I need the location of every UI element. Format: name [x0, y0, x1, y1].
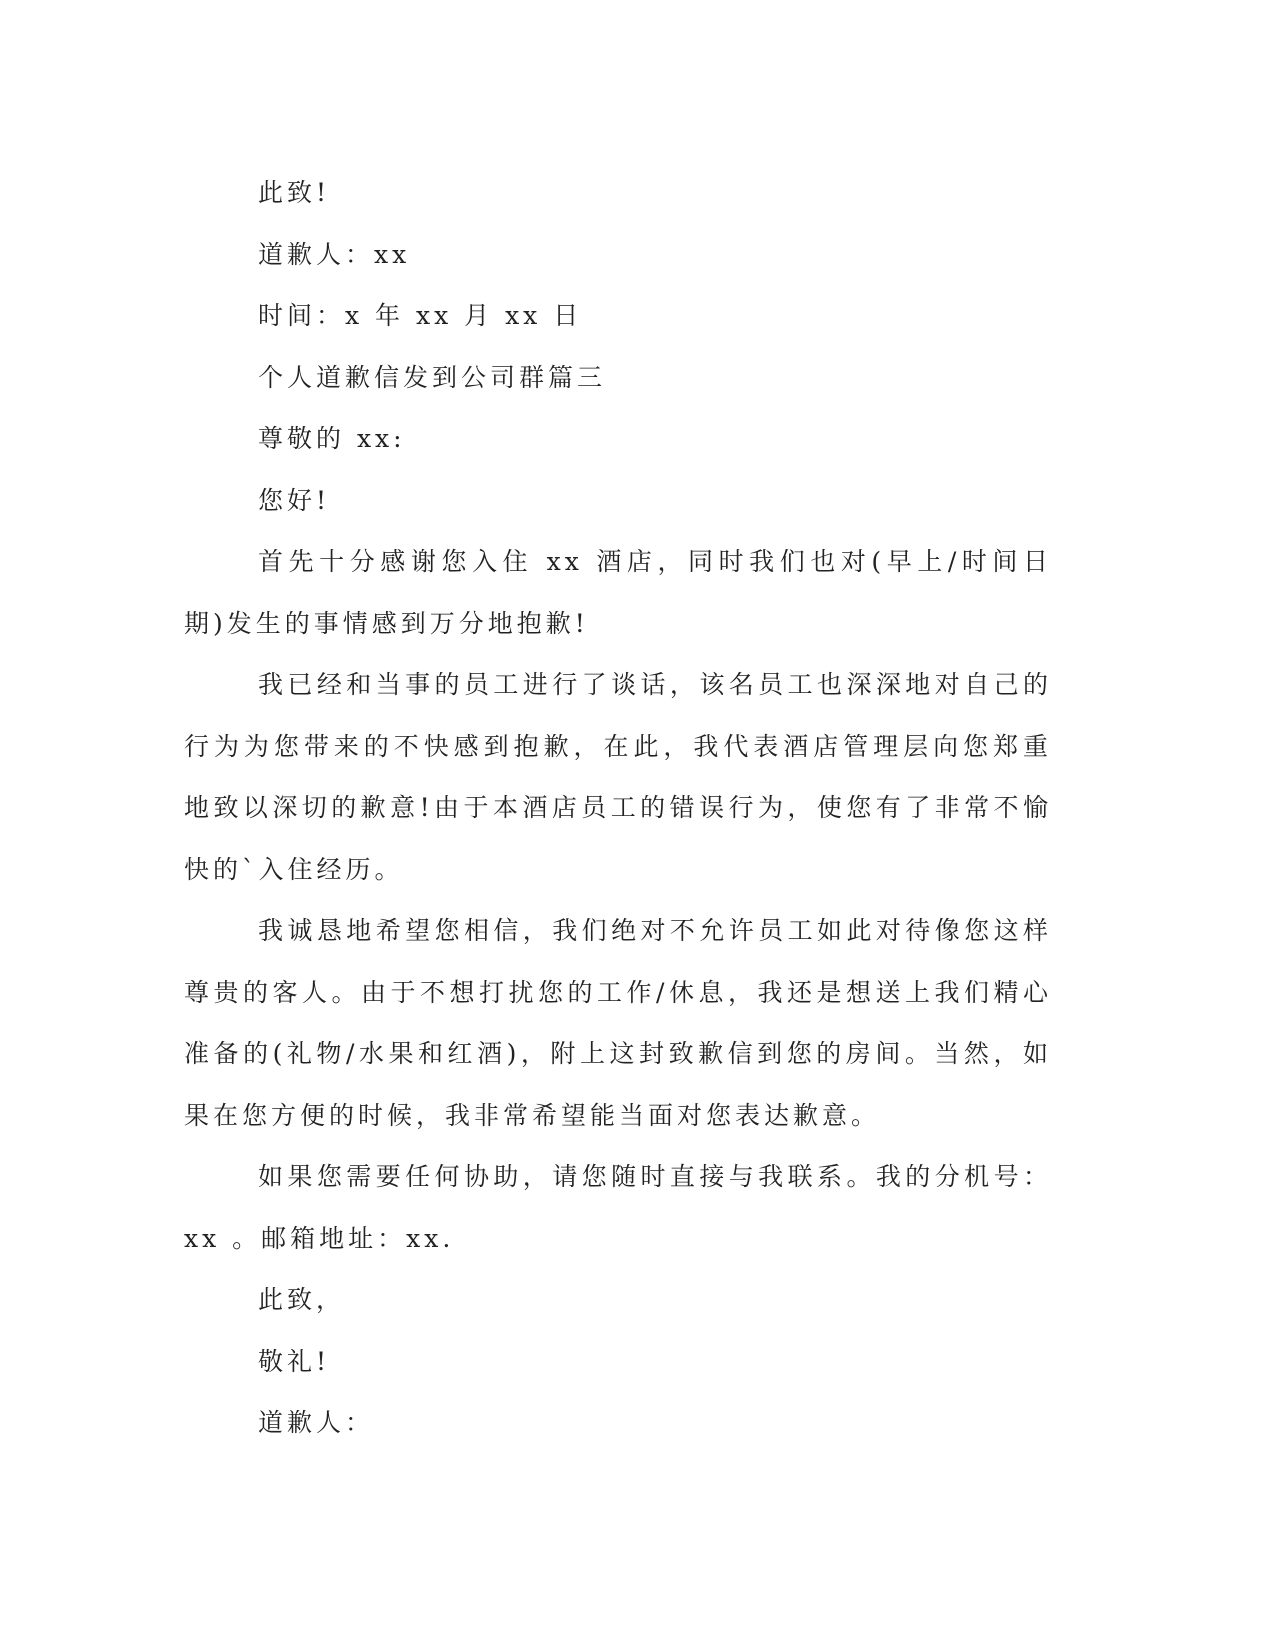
date-line: 时间：x 年 xx 月 xx 日 — [258, 301, 583, 330]
paragraph-contact: 如果您需要任何协助，请您随时直接与我联系。我的分机号：xx 。邮箱地址：xx. — [184, 1162, 1052, 1253]
paragraph-apology: 我已经和当事的员工进行了谈话，该名员工也深深地对自己的行为为您带来的不快感到抱歉，在此，我代表酒店管理层向您郑重地致以深切的歉意!由于本酒店员工的错误行为，使您有了非常不愉快的`入住经历。 — [184, 670, 1052, 884]
salutation: 尊敬的 xx: — [258, 424, 406, 453]
greeting: 您好! — [258, 485, 331, 515]
closing-line: 此致! — [258, 178, 331, 207]
apologizer-line: 道歉人：xx — [258, 239, 411, 269]
regards-line: 敬礼! — [258, 1346, 331, 1376]
signature-line: 道歉人： — [258, 1408, 375, 1437]
section-title: 个人道歉信发到公司群篇三 — [258, 362, 607, 392]
letter-body — [184, 162, 1052, 1454]
closing-phrase: 此致， — [258, 1285, 346, 1314]
paragraph-thanks: 首先十分感谢您入住 xx 酒店，同时我们也对(早上/时间日期)发生的事情感到万分地抱歉! — [184, 547, 1052, 638]
paragraph-assurance: 我诚恳地希望您相信，我们绝对不允许员工如此对待像您这样尊贵的客人。由于不想打扰您的工作/休息，我还是想送上我们精心准备的(礼物/水果和红酒)，附上这封致歉信到您的房间。当然，如果在您方便的时候，我非常希望能当面对您表达歉意。 — [184, 916, 1052, 1130]
